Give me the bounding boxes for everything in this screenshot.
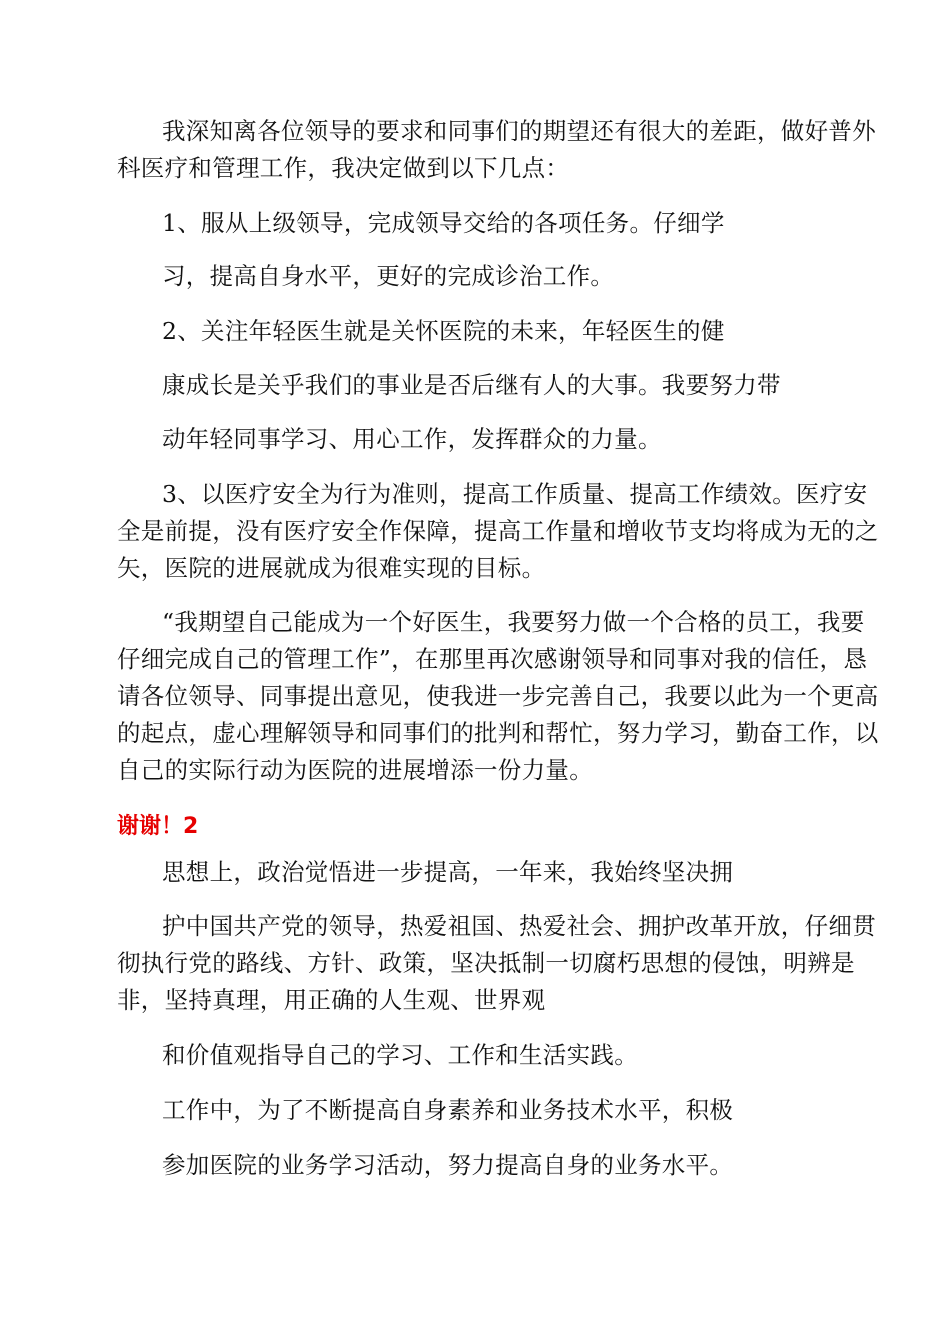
paragraph-line: 仔细完成自己的管理工作”，在那里再次感谢领导和同事对我的信任，恳 bbox=[117, 645, 868, 673]
paragraph-line: 请各位领导、同事提出意见，使我进一步完善自己，我要以此为一个更高 bbox=[117, 682, 879, 710]
paragraph-line: “我期望自己能成为一个好医生，我要努力做一个合格的员工，我要 bbox=[162, 608, 865, 636]
paragraph-line: 和价值观指导自己的学习、工作和生活实践。 bbox=[162, 1041, 638, 1069]
paragraph-line: 科医疗和管理工作，我决定做到以下几点： bbox=[117, 154, 570, 182]
paragraph-line: 彻执行党的路线、方针、政策，坚决抵制一切腐朽思想的侵蚀，明辨是 bbox=[117, 949, 855, 977]
paragraph-line: 参加医院的业务学习活动，努力提高自身的业务水平。 bbox=[162, 1151, 734, 1179]
paragraph-line: 矢，医院的进展就成为很难实现的目标。 bbox=[117, 554, 546, 582]
paragraph-line: 动年轻同事学习、用心工作，发挥群众的力量。 bbox=[162, 425, 662, 453]
paragraph-line: 我深知离各位领导的要求和同事们的期望还有很大的差距，做好普外 bbox=[162, 117, 876, 145]
paragraph-line: 自己的实际行动为医院的进展增添一份力量。 bbox=[117, 756, 593, 784]
paragraph-line: 1、服从上级领导，完成领导交给的各项任务。仔细学 bbox=[162, 209, 725, 237]
paragraph-line: 3、以医疗安全为行为准则，提高工作质量、提高工作绩效。医疗安 bbox=[162, 480, 868, 508]
paragraph-line: 习，提高自身水平，更好的完成诊治工作。 bbox=[162, 262, 615, 290]
paragraph-line: 护中国共产党的领导，热爱祖国、热爱社会、拥护改革开放，仔细贯 bbox=[162, 912, 876, 940]
paragraph-line: 2、关注年轻医生就是关怀医院的未来，年轻医生的健 bbox=[162, 317, 725, 345]
paragraph-line: 非，坚持真理，用正确的人生观、世界观 bbox=[117, 986, 546, 1014]
section-heading: 谢谢！2 bbox=[117, 814, 199, 839]
paragraph-line: 工作中，为了不断提高自身素养和业务技术水平，积极 bbox=[162, 1096, 734, 1124]
paragraph-line: 的起点，虚心理解领导和同事们的批判和帮忙，努力学习，勤奋工作，以 bbox=[117, 719, 879, 747]
paragraph-line: 康成长是关乎我们的事业是否后继有人的大事。我要努力带 bbox=[162, 371, 781, 399]
paragraph-line: 思想上，政治觉悟进一步提高，一年来，我始终坚决拥 bbox=[162, 858, 734, 886]
paragraph-line: 全是前提，没有医疗安全作保障，提高工作量和增收节支均将成为无的之 bbox=[117, 517, 879, 545]
